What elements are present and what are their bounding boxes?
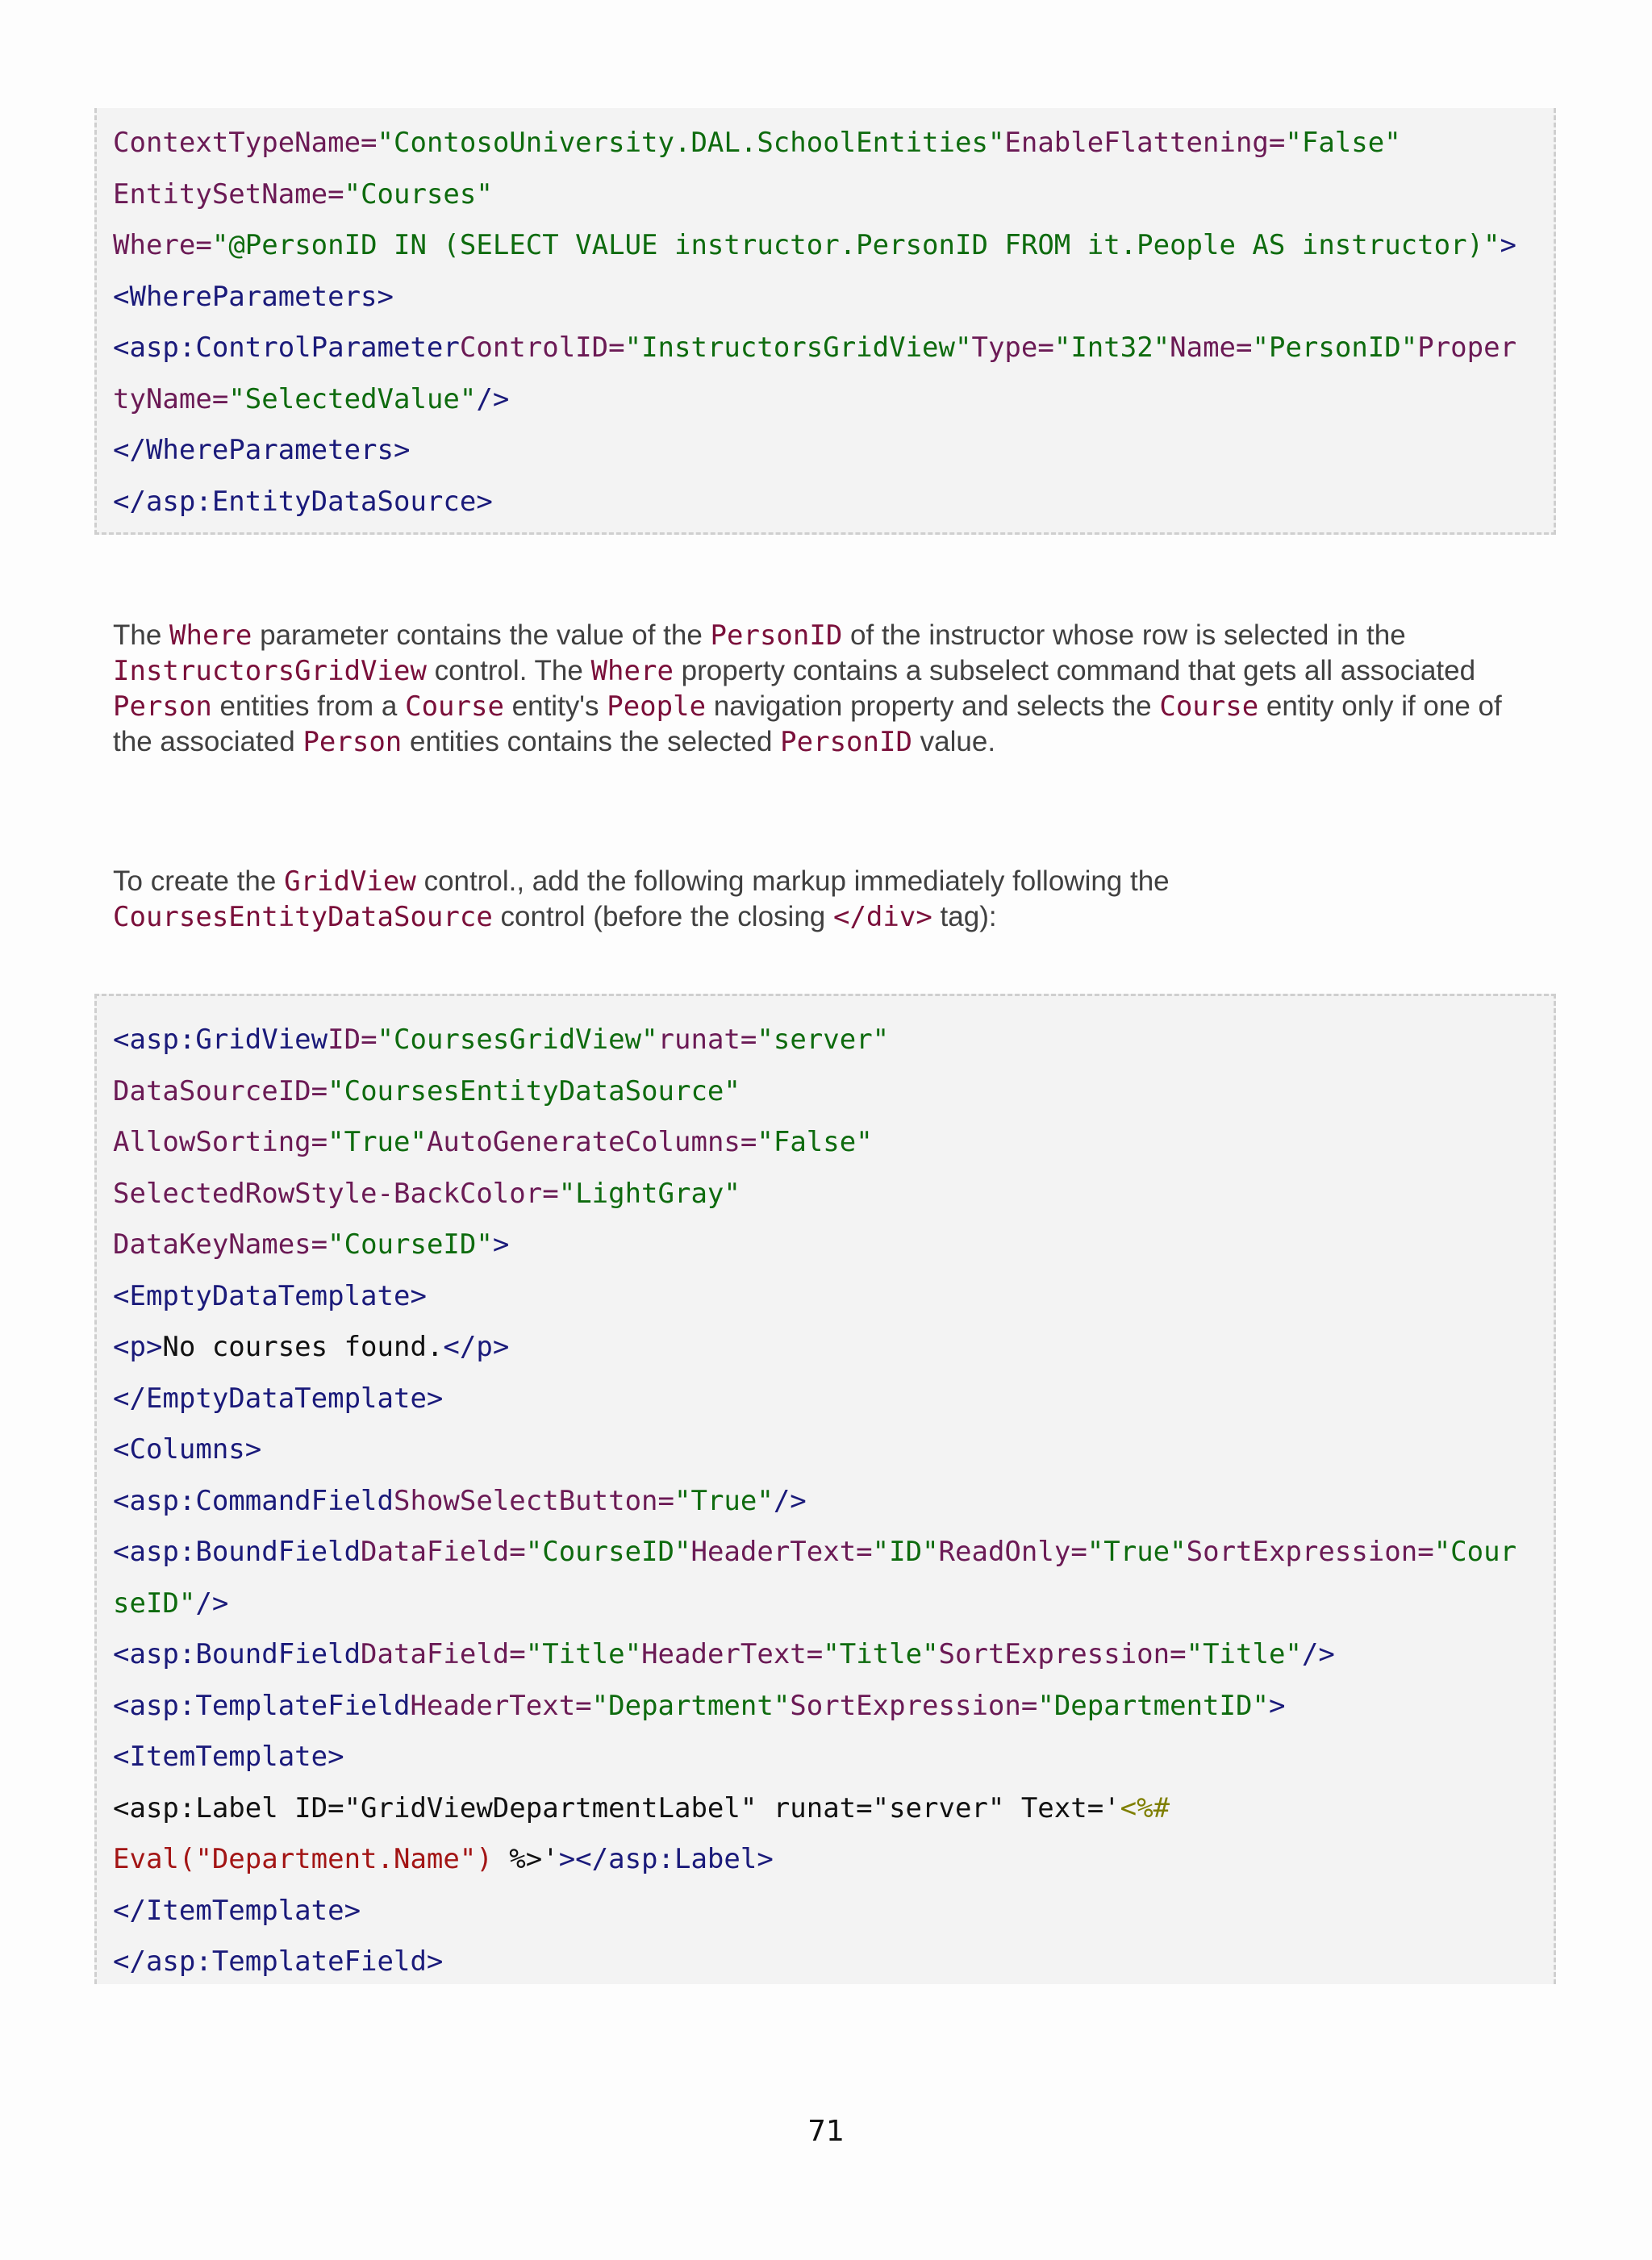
code-line: <asp:BoundFieldDataField="Title"HeaderText="Title"SortExpression="Title"/> xyxy=(113,1638,1335,1670)
code-line: </asp:TemplateField> xyxy=(113,1945,444,1978)
code-line: <WhereParameters> xyxy=(113,281,394,313)
code-line: <asp:Label ID="GridViewDepartmentLabel" runat="server" Text='<%# xyxy=(113,1792,1170,1824)
code-line: DataSourceID="CoursesEntityDataSource" xyxy=(113,1075,740,1107)
code-line: <asp:BoundFieldDataField="CourseID"HeaderText="ID"ReadOnly="True"SortExpression="Cour xyxy=(113,1536,1517,1568)
code-line: Where="@PersonID IN (SELECT VALUE instructor.PersonID FROM it.People AS instructor)"> xyxy=(113,229,1516,261)
paragraph-where-explanation: The Where parameter contains the value of the PersonID of the instructor whose row is selected in the InstructorsGridView control. The Where property contains a subselect command that gets all associated Person entities from a Course entity's People navigation property and selects the Course entity only if one of the associated Person entities contains the selected PersonID value. xyxy=(113,619,1502,758)
code-line: </EmptyDataTemplate> xyxy=(113,1382,444,1415)
code-block-entity-datasource xyxy=(94,108,1556,535)
code-line: seID"/> xyxy=(113,1587,229,1620)
code-line: <asp:GridViewID="CoursesGridView"runat="server" xyxy=(113,1024,890,1056)
code-line: AllowSorting="True"AutoGenerateColumns="False" xyxy=(113,1126,873,1158)
code-line: SelectedRowStyle-BackColor="LightGray" xyxy=(113,1178,740,1210)
code-line: </WhereParameters> xyxy=(113,434,411,466)
code-line: ContextTypeName="ContosoUniversity.DAL.SchoolEntities"EnableFlattening="False" xyxy=(113,127,1401,159)
paragraph-gridview-instructions: To create the GridView control., add the following markup immediately following the CoursesEntityDataSource control (before the closing </div> tag): xyxy=(113,865,1170,933)
code-line: <ItemTemplate> xyxy=(113,1741,344,1773)
code-line: <asp:TemplateFieldHeaderText="Department"SortExpression="DepartmentID"> xyxy=(113,1690,1286,1722)
code-line: tyName="SelectedValue"/> xyxy=(113,383,510,415)
code-line: EntitySetName="Courses" xyxy=(113,178,493,211)
code-line: <asp:ControlParameterControlID="InstructorsGridView"Type="Int32"Name="PersonID"Proper xyxy=(113,331,1517,364)
page-number: 71 xyxy=(807,2115,845,2148)
code-line: </asp:EntityDataSource> xyxy=(113,486,493,518)
code-line: Eval("Department.Name") %>'></asp:Label> xyxy=(113,1843,774,1875)
code-line: <asp:CommandFieldShowSelectButton="True"/> xyxy=(113,1485,807,1517)
code-line: <EmptyDataTemplate> xyxy=(113,1280,427,1312)
code-line: <p>No courses found.</p> xyxy=(113,1331,510,1363)
code-line: <Columns> xyxy=(113,1433,262,1466)
code-line: DataKeyNames="CourseID"> xyxy=(113,1228,510,1261)
code-line: </ItemTemplate> xyxy=(113,1895,361,1927)
